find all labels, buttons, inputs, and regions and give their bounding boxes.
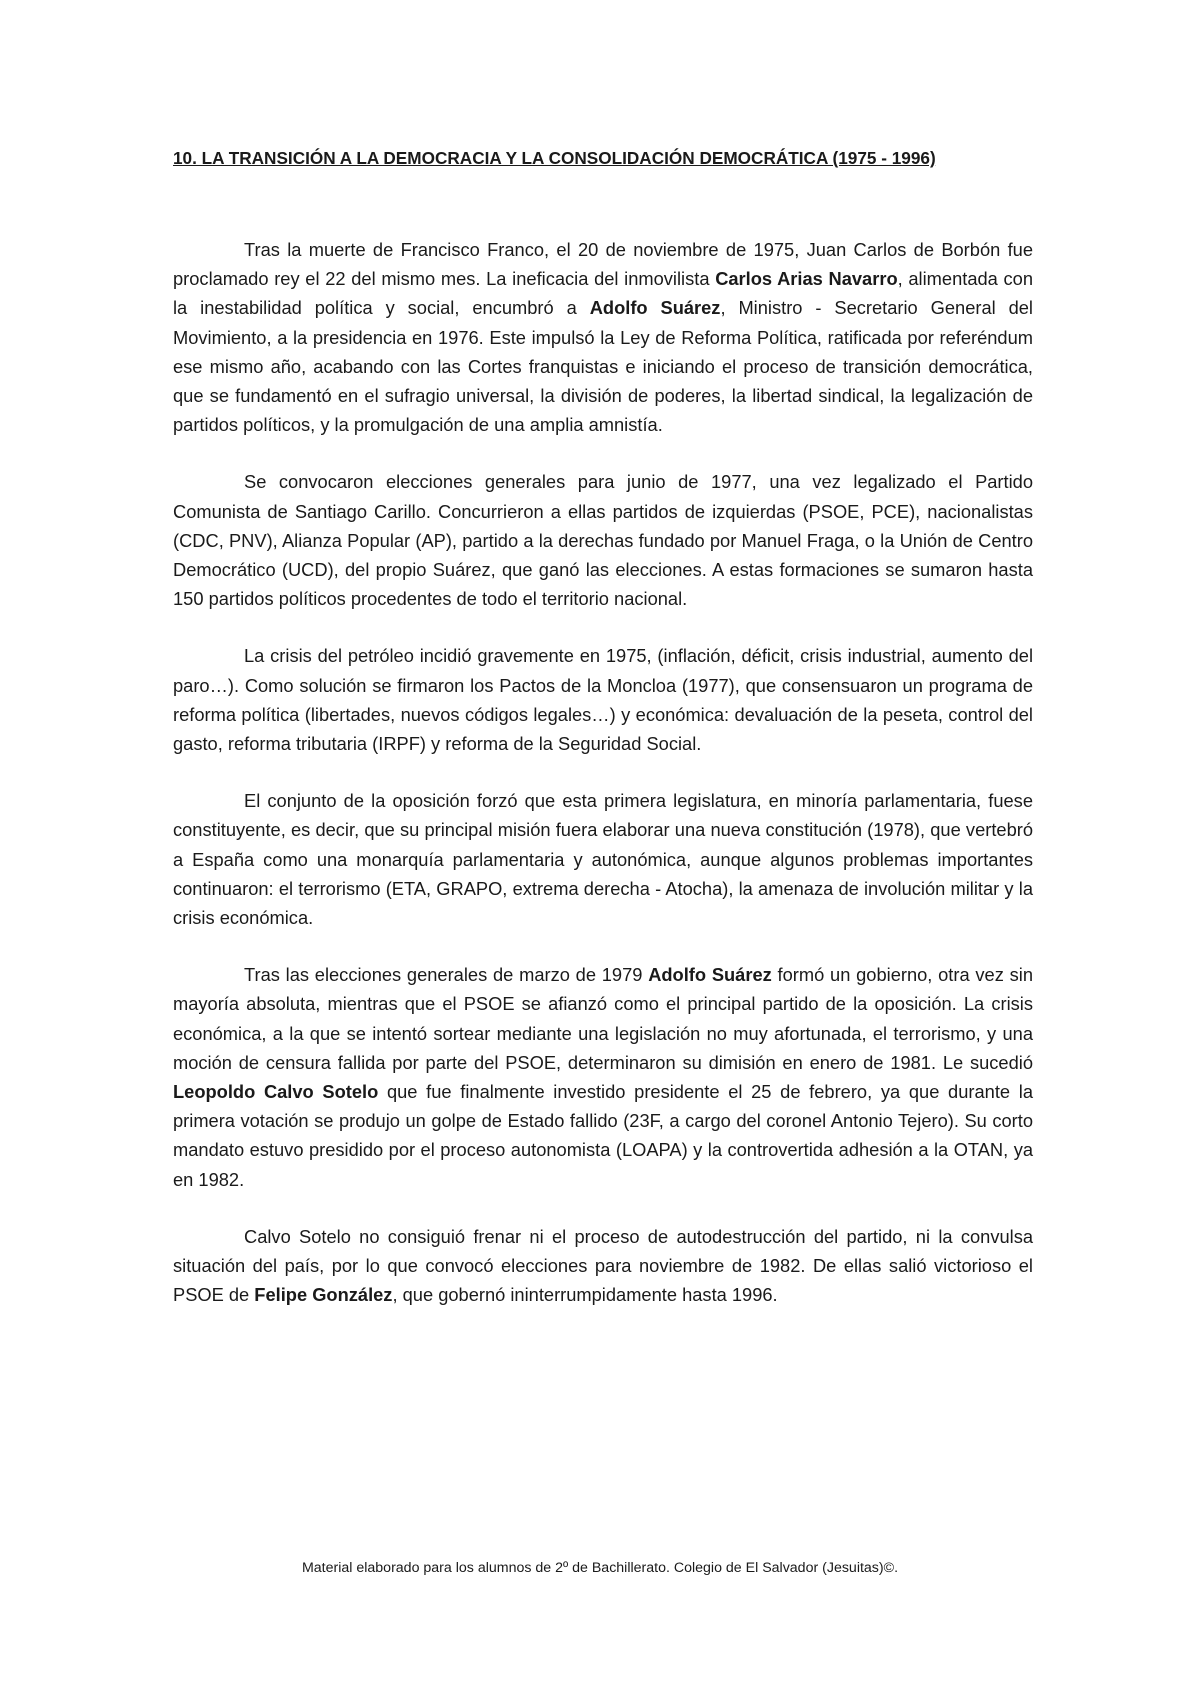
- document-title: 10. LA TRANSICIÓN A LA DEMOCRACIA Y LA CONSOLIDACIÓN DEMOCRÁTICA (1975 - 1996): [173, 148, 936, 168]
- text-run: formó un gobierno, otra vez sin mayoría absoluta, mientras que el PSOE se afianzó como el principal partido de la oposición. La crisis económica, a la que se intentó sortear mediante una legislación no muy afortunada, el terrorismo, y una moción de censura fallida por parte del PSOE, determinaron su dimisión en enero de 1981. Le sucedió: [173, 964, 1033, 1073]
- paragraph-4: [173, 786, 1033, 932]
- bold-name: Adolfo Suárez: [648, 964, 772, 986]
- bold-name: Felipe González: [254, 1284, 393, 1306]
- paragraph-3: [173, 641, 1033, 758]
- document-body: [173, 235, 1033, 1338]
- text-run: , Ministro - Secretario General del Movimiento, a la presidencia en 1976. Este impulsó la Ley de Reforma Política, ratificada por referéndum ese mismo año, acabando con las Cortes franquistas e iniciando el proceso de transición democrática, que se fundamentó en el sufragio universal, la división de poderes, la libertad sindical, la legalización de partidos políticos, y la promulgación de una amplia amnistía.: [173, 297, 1033, 436]
- text-run: La crisis del petróleo incidió gravemente en 1975, (inflación, déficit, crisis industrial, aumento del paro…). Como solución se firmaron los Pactos de la Moncloa (1977), que consensuaron un programa de reforma política (libertades, nuevos códigos legales…) y económica: devaluación de la peseta, control del gasto, reforma tributaria (IRPF) y reforma de la Seguridad Social.: [173, 645, 1033, 755]
- paragraph-2: [173, 467, 1033, 613]
- text-run: El conjunto de la oposición forzó que esta primera legislatura, en minoría parlamentaria, fuese constituyente, es decir, que su principal misión fuera elaborar una nueva constitución (1978), que vertebró a España como una monarquía parlamentaria y autonómica, aunque algunos problemas importantes continuaron: el terrorismo (ETA, GRAPO, extrema derecha - Atocha), la amenaza de involución militar y la crisis económica.: [173, 790, 1033, 929]
- paragraph-1: [173, 235, 1033, 439]
- bold-name: Adolfo Suárez: [589, 297, 721, 319]
- paragraph-6: [173, 1222, 1033, 1310]
- bold-name: Leopoldo Calvo Sotelo: [173, 1081, 379, 1103]
- text-run: , que gobernó ininterrumpidamente hasta 1996.: [392, 1284, 778, 1306]
- text-run: , alimentada con la inestabilidad política y social, encumbró a: [173, 268, 1033, 319]
- text-run: Calvo Sotelo no consiguió frenar ni el proceso de autodestrucción del partido, ni la convulsa situación del país, por lo que convocó elecciones para noviembre de 1982. De ellas salió victorioso el PSOE de: [173, 1225, 1033, 1306]
- text-run: Se convocaron elecciones generales para junio de 1977, una vez legalizado el Partido Comunista de Santiago Carillo. Concurrieron a ellas partidos de izquierdas (PSOE, PCE), nacionalistas (CDC, PNV), Alianza Popular (AP), partido a la derechas fundado por Manuel Fraga, o la Unión de Centro Democrático (UCD), del propio Suárez, que ganó las elecciones. A estas formaciones se sumaron hasta 150 partidos políticos procedentes de todo el territorio nacional.: [173, 471, 1033, 610]
- text-run: Tras la muerte de Francisco Franco, el 20 de noviembre de 1975, Juan Carlos de Borbón fue proclamado rey el 22 del mismo mes. La ineficacia del inmovilista: [173, 239, 1033, 290]
- paragraph-5: [173, 960, 1033, 1194]
- page-footer: Material elaborado para los alumnos de 2º de Bachillerato. Colegio de El Salvador (Jesuitas)©.: [301, 1560, 899, 1576]
- text-run: Tras las elecciones generales de marzo de 1979: [244, 964, 649, 986]
- text-run: que fue finalmente investido presidente el 25 de febrero, ya que durante la primera votación se produjo un golpe de Estado fallido (23F, a cargo del coronel Antonio Tejero). Su corto mandato estuvo presidido por el proceso autonomista (LOAPA) y la controvertida adhesión a la OTAN, ya en 1982.: [173, 1081, 1033, 1190]
- bold-name: Carlos Arias Navarro: [715, 268, 898, 290]
